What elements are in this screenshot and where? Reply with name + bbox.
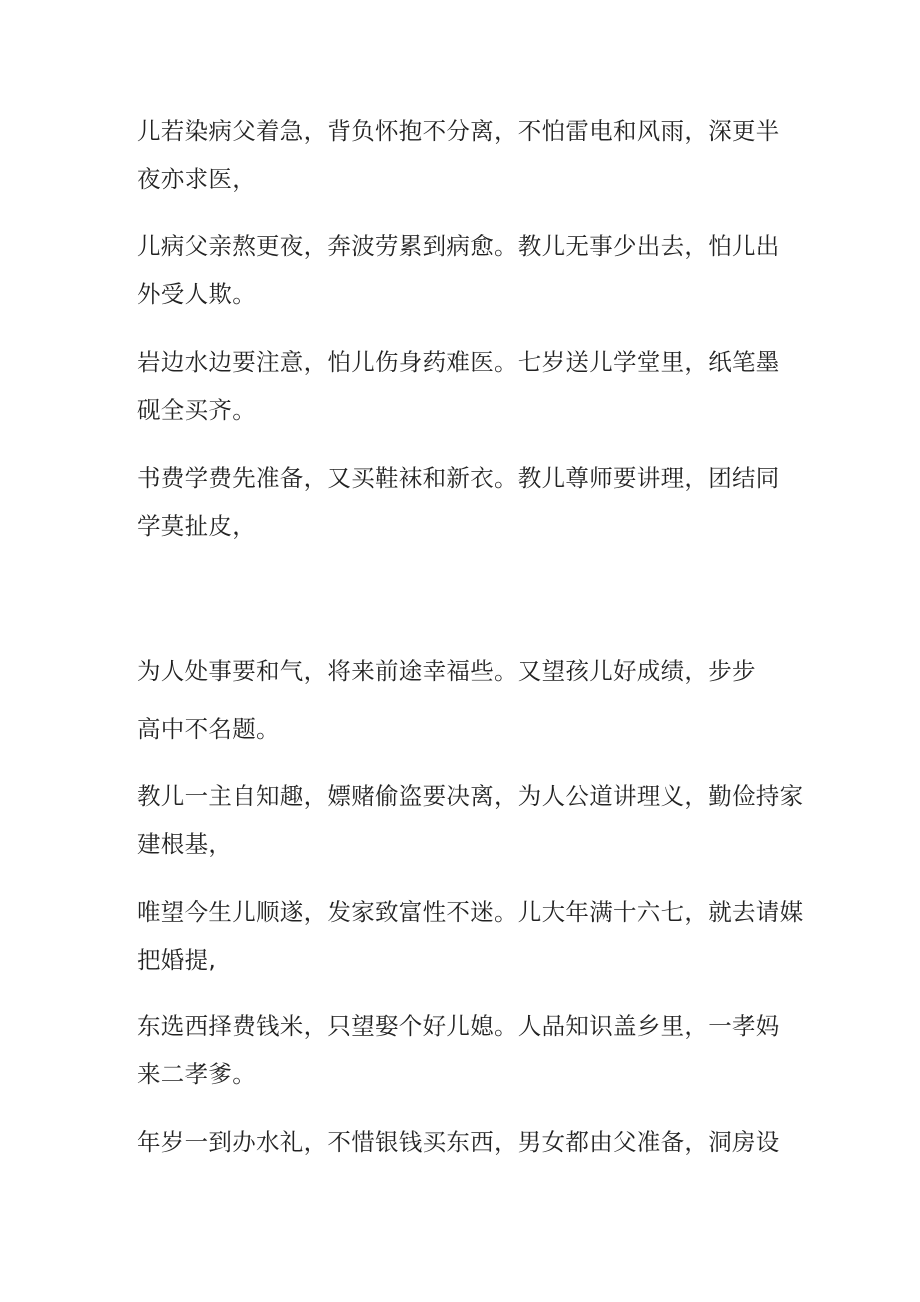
text-line: 把婚提, bbox=[137, 946, 217, 974]
text-line: 儿病父亲熬更夜，奔波劳累到病愈。教儿无事少出去，怕儿出 bbox=[137, 232, 780, 260]
text-line: 夜亦求医， bbox=[137, 165, 256, 193]
text-line: 高中不名题。 bbox=[137, 715, 280, 743]
text-line: 外受人欺。 bbox=[137, 280, 256, 308]
text-line: 东选西择费钱米，只望娶个好儿媳。人品知识盖乡里，一孝妈 bbox=[137, 1012, 780, 1040]
text-line: 建根基， bbox=[137, 830, 233, 858]
text-line: 为人处事要和气，将来前途幸福些。又望孩儿好成绩，步步 bbox=[137, 657, 756, 685]
text-line: 砚全买齐。 bbox=[137, 396, 256, 424]
text-line: 儿若染病父着急，背负怀抱不分离，不怕雷电和风雨，深更半 bbox=[137, 117, 780, 145]
text-line: 来二孝爹。 bbox=[137, 1060, 256, 1088]
text-line: 年岁一到办水礼，不惜银钱买东西，男女都由父准备，洞房设 bbox=[137, 1128, 780, 1156]
text-line: 岩边水边要注意，怕儿伤身药难医。七岁送儿学堂里，纸笔墨 bbox=[137, 348, 780, 376]
text-line: 教儿一主自知趣，嫖赌偷盗要决离，为人公道讲理义，勤俭持家 bbox=[137, 782, 804, 810]
text-line: 学莫扯皮， bbox=[137, 512, 256, 540]
text-line: 书费学费先准备，又买鞋袜和新衣。教儿尊师要讲理，团结同 bbox=[137, 464, 780, 492]
text-line: 唯望今生儿顺遂，发家致富性不迷。儿大年满十六七，就去请媒 bbox=[137, 898, 804, 926]
